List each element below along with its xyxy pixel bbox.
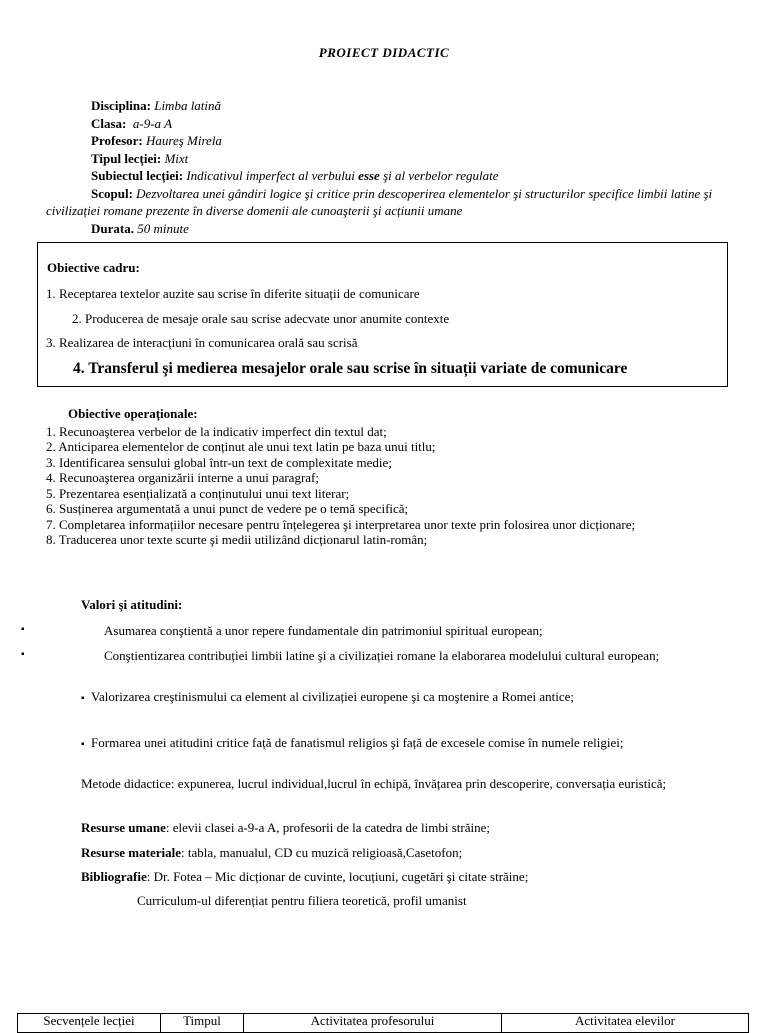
obiectiv-operational-item: 1. Recunoaşterea verbelor de la indicativ imperfect din textul dat;: [46, 423, 387, 439]
curriculum: Curriculum-ul diferențiat pentru filiera teoretică, profil umanist: [137, 893, 467, 908]
meta-scopul: Scopul: Dezvoltarea unei gândiri logice şi critice prin descoperirea elementelor şi structurilor specifice limbii latine şi civilizației romane prezente în diverse domenii ale cunoaşterii şi acțiunii umane: [46, 185, 713, 218]
lesson-meta: [46, 97, 756, 237]
valoare-item: ▪ Formarea unei atitudini critice față de fanatismul religios şi față de excesele comise în numele religiei;: [81, 735, 624, 750]
obiectiv-operational-item: 8. Traducerea unor texte scurte şi medii utilizând dicționarul latin-român;: [46, 532, 428, 547]
table-header-cell: Timpul: [161, 1014, 244, 1033]
table-header-cell: Activitatea profesorului: [244, 1014, 502, 1033]
obiectiv-operational-item: 5. Prezentarea esențializată a conținutului unui text literar;: [46, 485, 350, 501]
bibliografie: Bibliografie: Dr. Fotea – Mic dicționar de cuvinte, locuțiuni, cugetări şi citate străine;: [81, 869, 529, 884]
table-header-cell: Activitatea elevilor: [502, 1014, 749, 1033]
obiectiv-operational-item: 3. Identificarea sensului global într-un text de complexitate medie;: [46, 454, 392, 470]
obiectiv-operational-item: 7. Completarea informațiilor necesare pentru înțelegerea şi interpretarea unor texte prin folosirea unor dicționare;: [46, 516, 636, 532]
metode-didactice: Metode didactice: expunerea, lucrul individual,lucrul în echipă, învățarea prin descoperire, conversația euristică;: [81, 776, 667, 791]
obiectiv-operational-item: 2. Anticiparea elementelor de conținut ale unui text latin pe baza unui titlu;: [46, 439, 436, 454]
obiectiv-operational-item: 4. Recunoaşterea organizării interne a unui paragraf;: [46, 470, 319, 485]
bullet-square-icon: ▪: [81, 739, 85, 750]
obiectiv-cadru-item: 4. Transferul şi medierea mesajelor orale sau scrise în situații variate de comunicare: [73, 360, 628, 377]
table-header-cell: Secvențele lecției: [18, 1014, 161, 1033]
bullet-square-icon: ▪: [81, 693, 85, 704]
resurse-umane: Resurse umane: elevii clasei a-9-a A, profesorii de la catedra de limbi străine;: [81, 820, 491, 835]
bullet-square-icon: ▪: [21, 624, 25, 635]
obiectiv-cadru-item: 3. Realizarea de interacțiuni în comunicarea orală sau scrisă: [46, 335, 358, 350]
bullet-square-icon: ▪: [21, 649, 25, 660]
obiectiv-cadru-item: 1. Receptarea textelor auzite sau scrise în diferite situații de comunicare: [46, 286, 420, 301]
resurse-materiale: Resurse materiale: tabla, manualul, CD cu muzică religioasă,Casetofon;: [81, 845, 463, 860]
obiective-cadru-box: [37, 242, 728, 387]
valoare-item: ▪ Valorizarea creştinismului ca element al civilizației europene şi ca moştenire a Romei antice;: [81, 689, 575, 704]
valoare-item: Asumarea conştientă a unor repere fundamentale din patrimoniul spiritual european;: [104, 623, 543, 638]
meta-tipul: Tipul lecției: Mixt: [91, 150, 189, 166]
obiectiv-operational-item: 6. Susținerea argumentată a unui punct de vedere pe o temă specifică;: [46, 501, 409, 516]
obiective-cadru-heading: Obiective cadru:: [47, 260, 140, 275]
meta-subiectul: Subiectul lecției: Indicativul imperfect al verbului esse şi al verbelor regulate: [91, 168, 499, 183]
meta-durata: Durata. 50 minute: [91, 220, 189, 236]
lesson-table: [17, 1013, 749, 1033]
valoare-item: Conştientizarea contribuției limbii latine şi a civilizației romane la elaborarea modelului cultural european;: [104, 648, 660, 663]
meta-profesor: Profesor: Haureş Mirela: [91, 133, 222, 148]
table-header-row: [18, 1014, 749, 1033]
valori-heading: Valori şi atitudini:: [81, 597, 183, 612]
obiectiv-cadru-item: 2. Producerea de mesaje orale sau scrise adecvate unor anumite contexte: [72, 311, 450, 326]
obiective-operationale-heading: Obiective operaționale:: [68, 406, 198, 421]
obiective-operationale: [46, 406, 736, 548]
meta-disciplina: Disciplina: Limba latină: [91, 98, 222, 113]
document-title: PROIECT DIDACTIC: [318, 45, 450, 60]
meta-clasa: Clasa: a-9-a A: [91, 115, 173, 131]
